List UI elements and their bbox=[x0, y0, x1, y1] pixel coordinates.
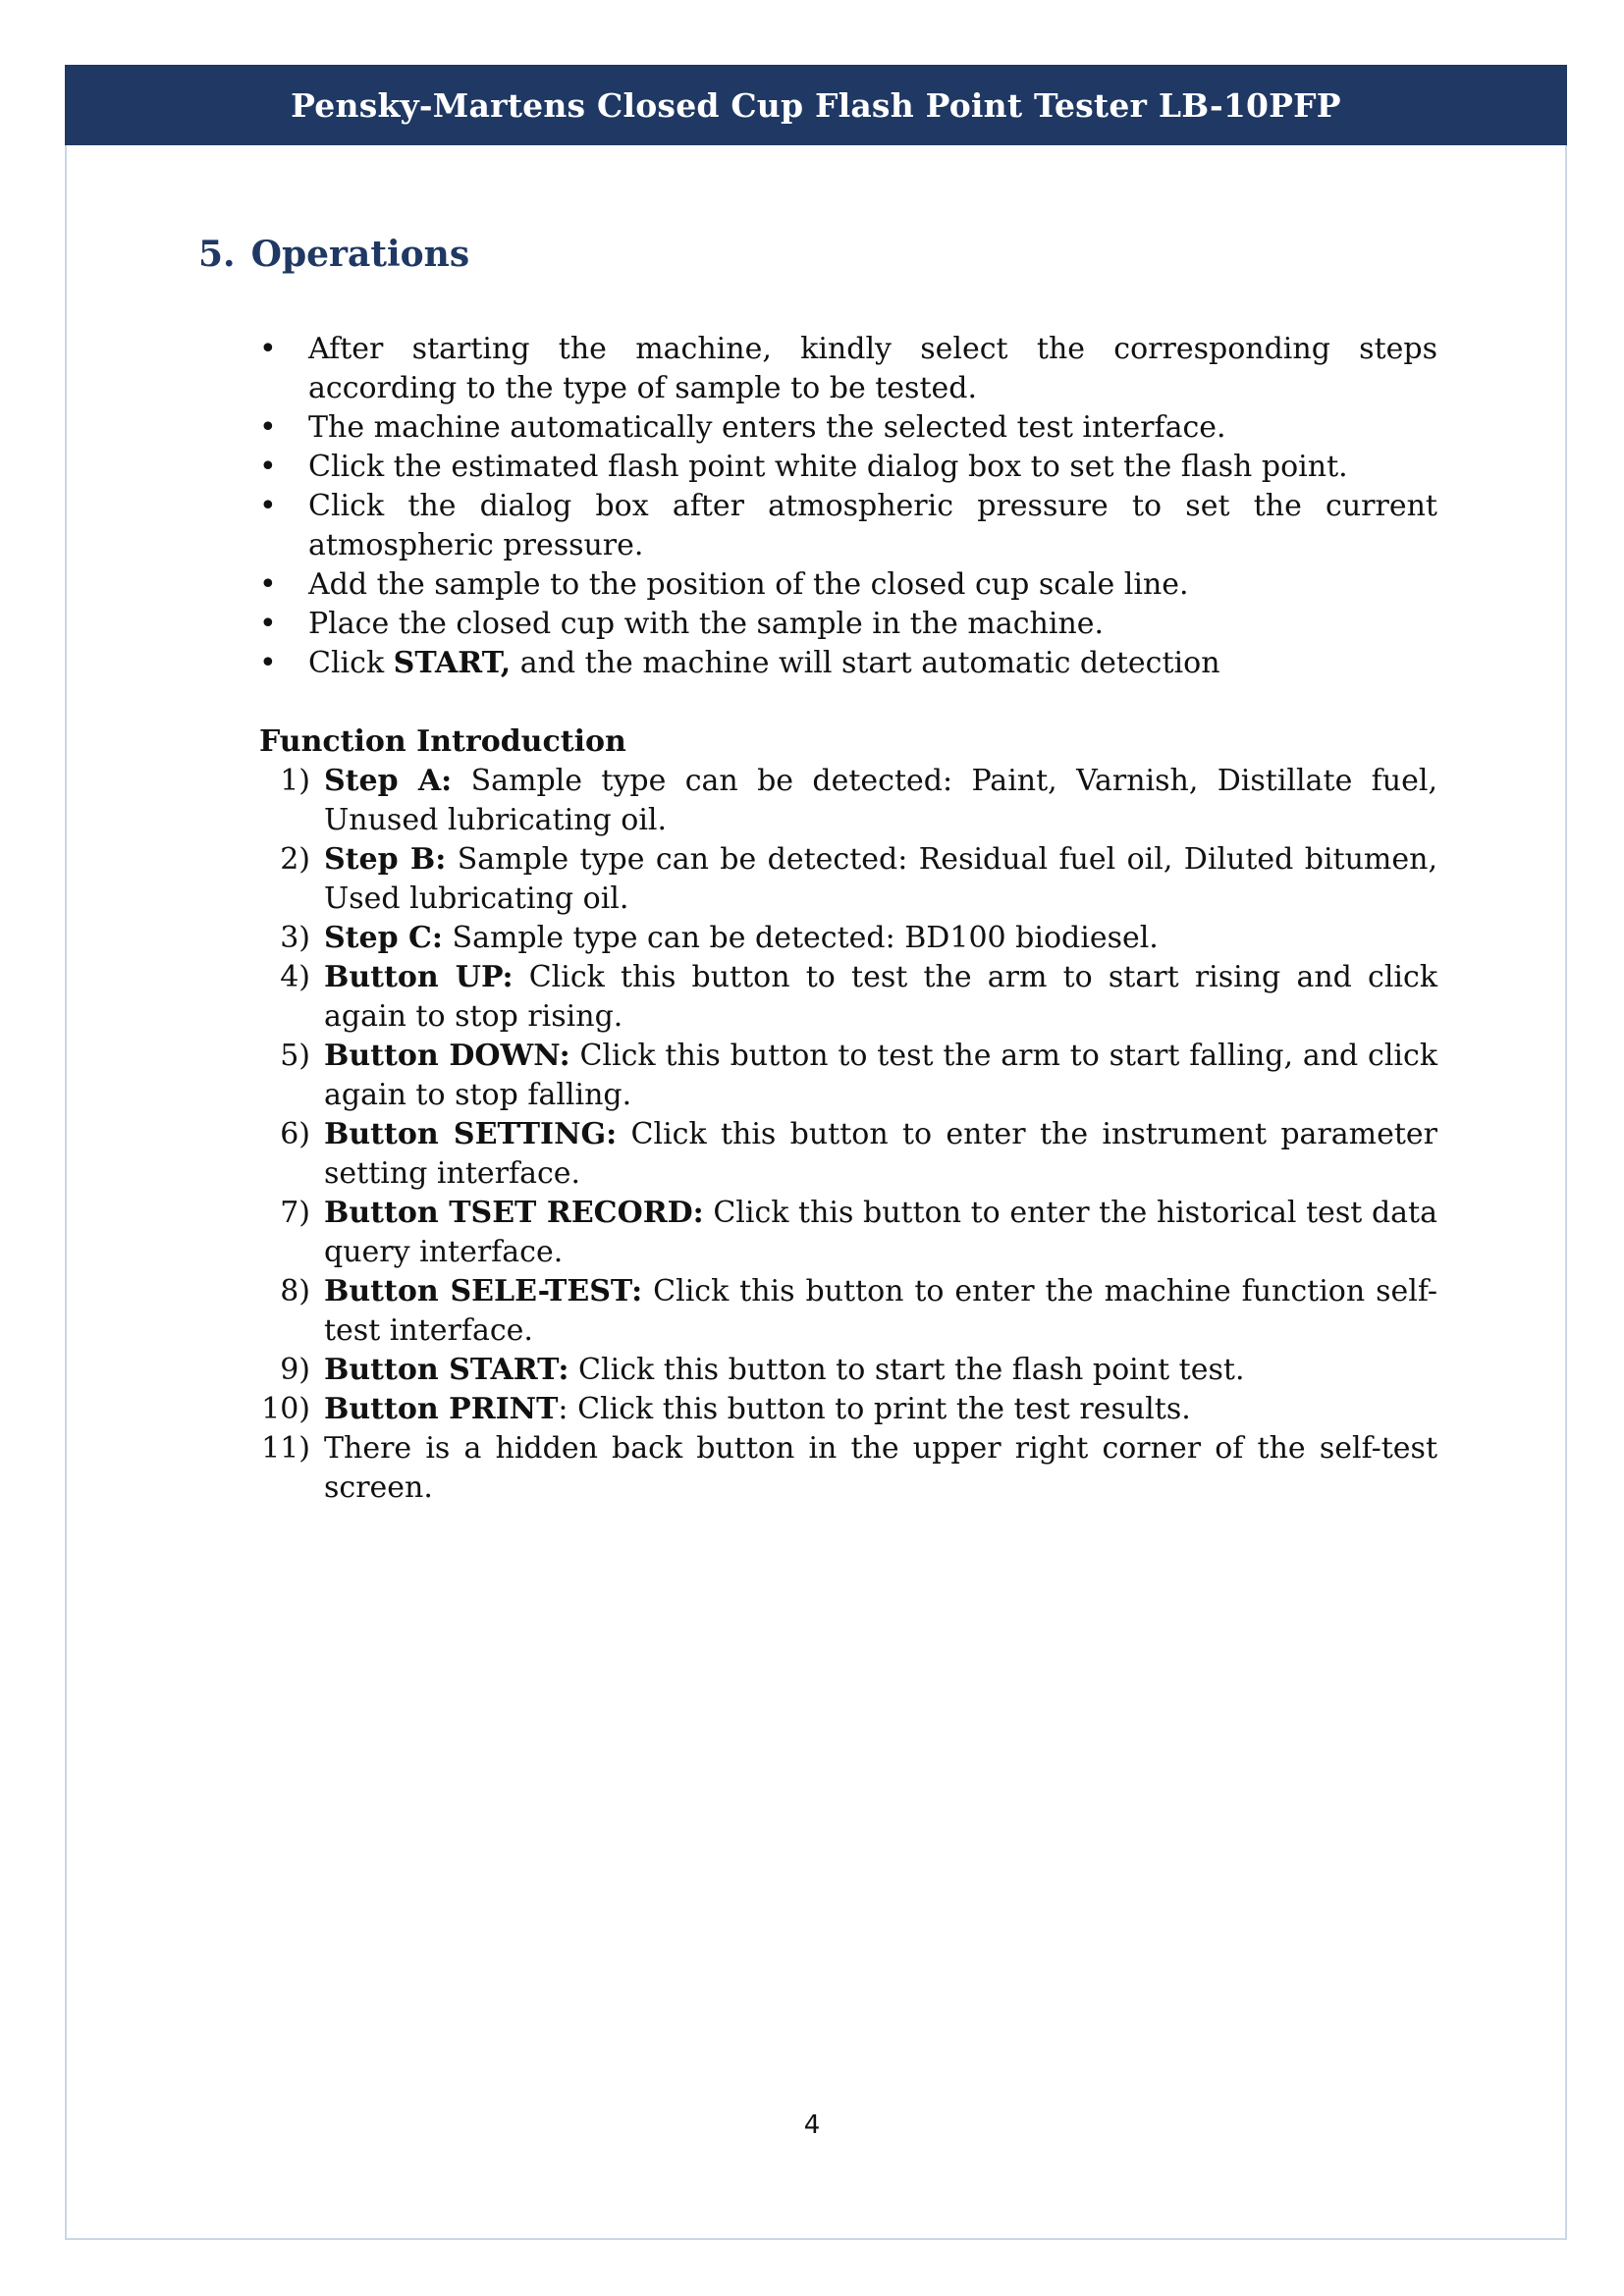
bullet-icon: • bbox=[259, 646, 277, 680]
operations-bullet-list bbox=[259, 330, 1437, 683]
list-item: 8) Button SELE-TEST: Click this button to enter the machine function self-test interface. bbox=[259, 1272, 1437, 1351]
bullet-item: • The machine automatically enters the selected test interface. bbox=[259, 408, 1437, 448]
list-number: 9) bbox=[280, 1353, 310, 1387]
bullet-item: • Click the dialog box after atmospheric pressure to set the current atmospheric pressure. bbox=[259, 489, 1437, 562]
list-item: 10) Button PRINT: Click this button to print the test results. bbox=[259, 1390, 1437, 1429]
list-number: 11) bbox=[261, 1431, 310, 1466]
bullet-icon: • bbox=[259, 489, 277, 523]
list-item: 11) There is a hidden back button in the upper right corner of the self-test screen. bbox=[259, 1429, 1437, 1508]
bullet-item: • Click the estimated flash point white dialog box to set the flash point. bbox=[259, 448, 1437, 487]
list-number: 5) bbox=[280, 1039, 310, 1073]
bullet-item: • Click START, and the machine will start automatic detection bbox=[259, 644, 1437, 683]
list-number: 3) bbox=[280, 921, 310, 955]
list-number: 10) bbox=[261, 1392, 310, 1426]
list-item: 7) Button TSET RECORD: Click this button to enter the historical test data query interface. bbox=[259, 1194, 1437, 1272]
bullet-icon: • bbox=[259, 450, 277, 484]
list-item: 3) Step C: Sample type can be detected: BD100 biodiesel. bbox=[259, 919, 1437, 958]
bullet-icon: • bbox=[259, 332, 277, 366]
function-introduction-heading: Function Introduction bbox=[259, 724, 626, 759]
list-item: 1) Step A: Sample type can be detected: Paint, Varnish, Distillate fuel, Unused lubricating oil. bbox=[259, 762, 1437, 840]
list-number: 8) bbox=[280, 1274, 310, 1308]
list-item: 4) Button UP: Click this button to test the arm to start rising and click again to stop rising. bbox=[259, 958, 1437, 1037]
list-number: 6) bbox=[280, 1117, 310, 1151]
bullet-icon: • bbox=[259, 607, 277, 641]
bullet-item: • Place the closed cup with the sample in the machine. bbox=[259, 605, 1437, 644]
list-number: 1) bbox=[280, 764, 310, 798]
header-bar bbox=[65, 65, 1567, 145]
section-number: 5. bbox=[198, 234, 236, 275]
list-item: 2) Step B: Sample type can be detected: Residual fuel oil, Diluted bitumen, Used lubricating oil. bbox=[259, 840, 1437, 919]
list-item: 5) Button DOWN: Click this button to test the arm to start falling, and click again to stop falling. bbox=[259, 1037, 1437, 1115]
bullet-icon: • bbox=[259, 567, 277, 602]
list-number: 2) bbox=[280, 842, 310, 877]
list-item: 6) Button SETTING: Click this button to enter the instrument parameter setting interface. bbox=[259, 1115, 1437, 1194]
content-body bbox=[259, 330, 1437, 1508]
page-number: 4 bbox=[803, 2110, 821, 2140]
list-number: 4) bbox=[280, 960, 310, 994]
section-title: Operations bbox=[250, 234, 470, 275]
list-number: 7) bbox=[280, 1196, 310, 1230]
document-title: Pensky-Martens Closed Cup Flash Point Tester LB-10PFP bbox=[291, 85, 1341, 125]
list-item: 9) Button START: Click this button to start the flash point test. bbox=[259, 1351, 1437, 1390]
bullet-item: • Add the sample to the position of the closed cup scale line. bbox=[259, 565, 1437, 605]
function-list bbox=[259, 762, 1437, 1508]
section-heading bbox=[198, 234, 469, 275]
bullet-icon: • bbox=[259, 410, 277, 445]
bullet-item: • After starting the machine, kindly select the corresponding steps according to the type of sample to be tested. bbox=[259, 332, 1437, 405]
